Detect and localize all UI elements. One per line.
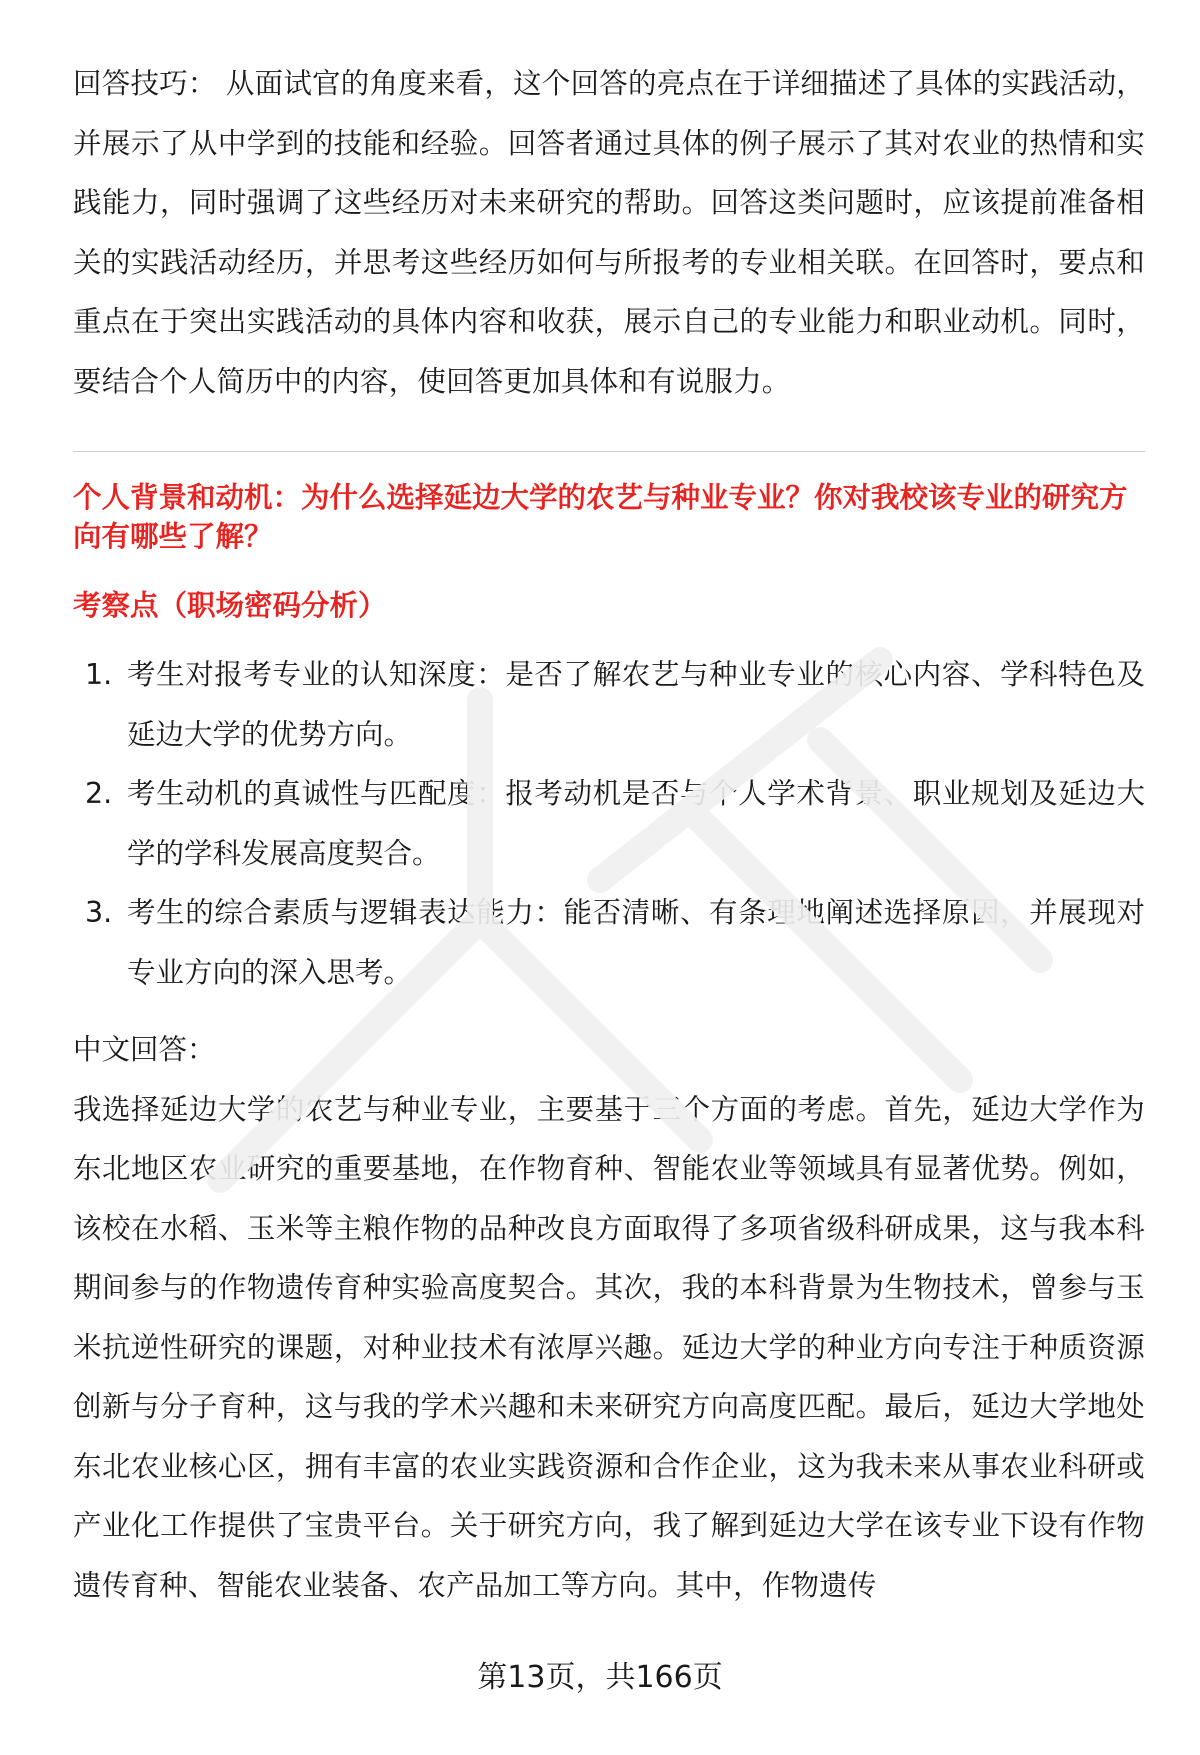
list-item [73, 645, 1145, 764]
assessment-points-list [73, 645, 1145, 1002]
assessment-points-title: 考察点（职场密码分析） [73, 589, 387, 622]
list-item [73, 883, 1145, 1002]
page-number-footer: 第13页，共166页 [477, 1660, 723, 1695]
list-item-number: 3. [85, 896, 113, 929]
question-heading: 个人背景和动机：为什么选择延边大学的农艺与种业专业？你对我校该专业的研究方向有哪些了解？ [73, 481, 1128, 553]
list-item-text: 考生动机的真诚性与匹配度：报考动机是否与个人学术背景、职业规划及延边大学的学科发展高度契合。 [127, 777, 1145, 870]
answer-tips-paragraph: 回答技巧： 从面试官的角度来看，这个回答的亮点在于详细描述了具体的实践活动，并展示了从中学到的技能和经验。回答者通过具体的例子展示了其对农业的热情和实践能力，同时强调了这些经历对未来研究的帮助。回答这类问题时，应该提前准备相关的实践活动经历，并思考这些经历如何与所报考的专业相关联。在回答时，要点和重点在于突出实践活动的具体内容和收获，展示自己的专业能力和职业动机。同时，要结合个人简历中的内容，使回答更加具体和有说服力。 [73, 67, 1145, 398]
answer-label: 中文回答： [73, 1033, 216, 1066]
list-item-number: 2. [85, 777, 113, 810]
answer-text: 我选择延边大学的农艺与种业专业，主要基于三个方面的考虑。首先，延边大学作为东北地区农业研究的重要基地，在作物育种、智能农业等领域具有显著优势。例如，该校在水稻、玉米等主粮作物的品种改良方面取得了多项省级科研成果，这与我本科期间参与的作物遗传育种实验高度契合。其次，我的本科背景为生物技术，曾参与玉米抗逆性研究的课题，对种业技术有浓厚兴趣。延边大学的种业方向专注于种质资源创新与分子育种，这与我的学术兴趣和未来研究方向高度匹配。最后，延边大学地处东北农业核心区，拥有丰富的农业实践资源和合作企业，这为我未来从事农业科研或产业化工作提供了宝贵平台。关于研究方向，我了解到延边大学在该专业下设有作物遗传育种、智能农业装备、农产品加工等方向。其中，作物遗传 [73, 1092, 1145, 1602]
list-item-text: 考生对报考专业的认知深度：是否了解农艺与种业专业的核心内容、学科特色及延边大学的优势方向。 [127, 658, 1145, 751]
list-item-number: 1. [85, 658, 113, 691]
section-divider [73, 451, 1145, 452]
document-page [73, 54, 1145, 1615]
list-item-text: 考生的综合素质与逻辑表达能力：能否清晰、有条理地阐述选择原因，并展现对专业方向的深入思考。 [127, 896, 1145, 989]
list-item [73, 764, 1145, 883]
